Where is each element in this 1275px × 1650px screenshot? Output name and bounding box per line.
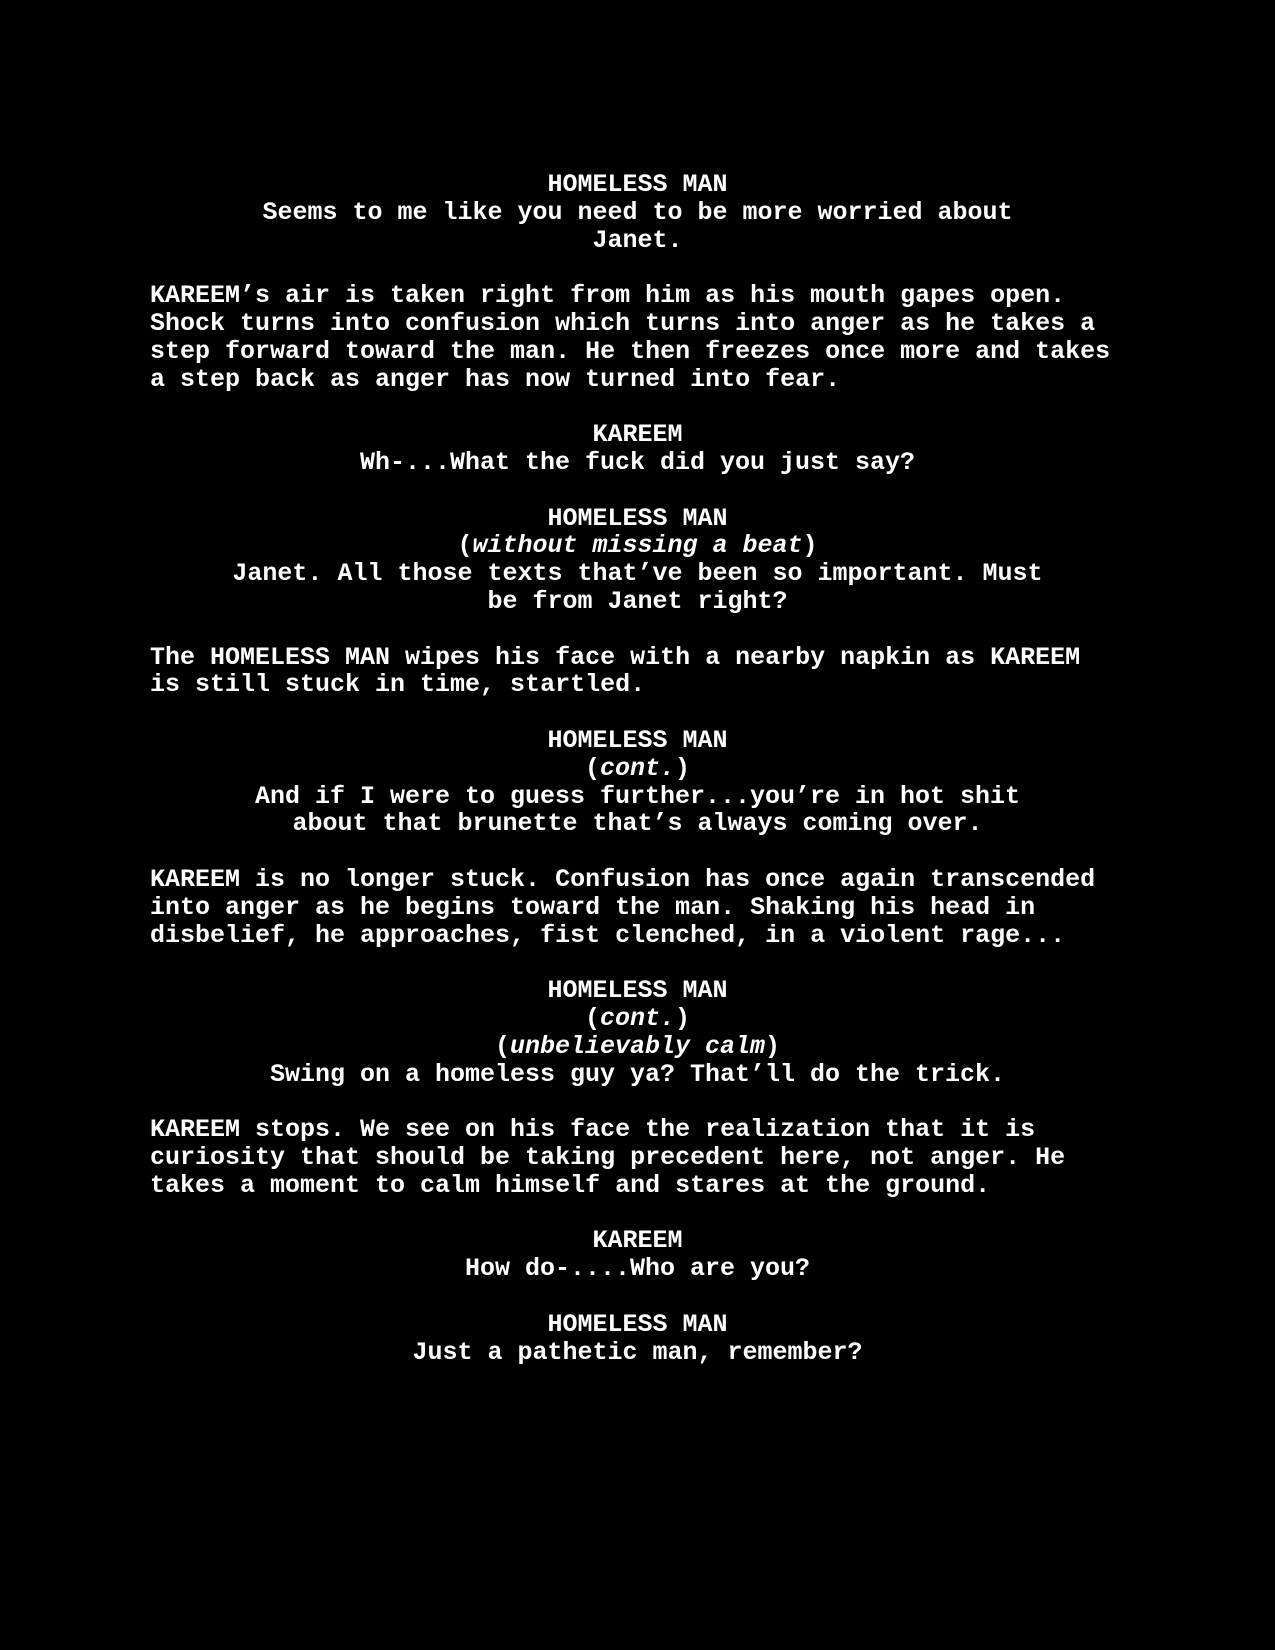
action-line: disbelief, he approaches, fist clenched, in a violent rage...: [150, 920, 1066, 950]
action-line: into anger as he begins toward the man. Shaking his head in: [150, 892, 1036, 922]
dialogue-line: How do-....Who are you?: [464, 1254, 811, 1284]
character-name: HOMELESS MAN: [547, 726, 728, 755]
parenthetical: (unbelievably calm): [494, 1031, 781, 1061]
dialogue-line: be from Janet right?: [487, 587, 788, 616]
parenthetical-text: without missing a beat: [472, 531, 803, 561]
dialogue-line: Janet. All those texts that’ve been so important. Must: [232, 559, 1043, 589]
dialogue-line: Seems to me like you need to be more worried about: [262, 197, 1013, 227]
dialogue-line: Janet.: [592, 225, 683, 255]
action-line: Shock turns into confusion which turns into anger as he takes a: [150, 309, 1096, 338]
parenthetical-text: unbelievably calm: [509, 1031, 766, 1061]
dialogue-line: about that brunette that’s always coming over.: [292, 809, 983, 839]
action-line: step forward toward the man. He then freezes once more and takes: [150, 336, 1111, 366]
character-name: HOMELESS MAN: [547, 976, 728, 1006]
character-name: HOMELESS MAN: [547, 503, 728, 533]
character-name: HOMELESS MAN: [547, 170, 728, 199]
dialogue-line: Wh-...What the fuck did you just say?: [359, 448, 916, 477]
action-line: The HOMELESS MAN wipes his face with a nearby napkin as KAREEM: [150, 642, 1081, 672]
parenthetical: (without missing a beat): [457, 531, 818, 561]
parenthetical-text: cont.: [599, 753, 675, 783]
action-line: KAREEM’s air is taken right from him as his mouth gapes open.: [150, 281, 1066, 311]
character-name: KAREEM: [592, 1226, 683, 1256]
dialogue-line: Just a pathetic man, remember?: [412, 1337, 863, 1367]
action-line: is still stuck in time, startled.: [150, 670, 646, 700]
parenthetical: (cont.): [584, 1004, 691, 1033]
character-name: KAREEM: [592, 420, 683, 450]
dialogue-line: Swing on a homeless guy ya? That’ll do the trick.: [269, 1059, 1006, 1089]
action-line: curiosity that should be taking precedent here, not anger. He: [150, 1143, 1066, 1172]
action-line: takes a moment to calm himself and stares at the ground.: [150, 1170, 991, 1200]
action-line: KAREEM stops. We see on his face the realization that it is: [150, 1115, 1036, 1145]
parenthetical-text: cont.: [599, 1004, 675, 1033]
parenthetical: (cont.): [584, 753, 691, 783]
action-line: KAREEM is no longer stuck. Confusion has once again transcended: [150, 865, 1096, 894]
dialogue-line: And if I were to guess further...you’re in hot shit: [254, 781, 1021, 811]
character-name: HOMELESS MAN: [547, 1309, 728, 1339]
action-line: a step back as anger has now turned into fear.: [150, 364, 841, 394]
